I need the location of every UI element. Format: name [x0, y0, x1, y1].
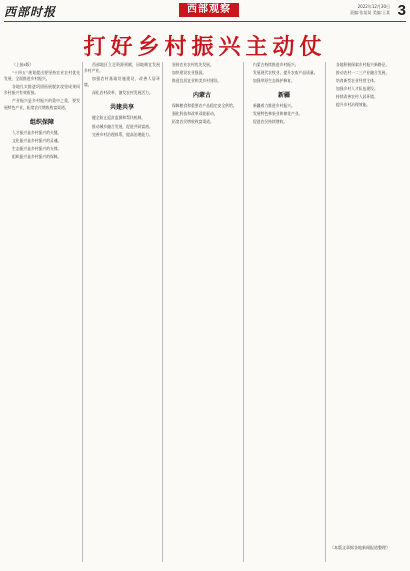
paragraph: 发展现代农牧业，提升农畜产品质量。	[253, 70, 318, 76]
paragraph: 坚持农业农村优先发展。	[172, 62, 214, 67]
article-column-4	[245, 62, 323, 562]
paragraph: 完善乡村治理体系，提高治理能力。	[92, 131, 153, 137]
article-column-5	[328, 62, 406, 562]
paragraph: 推进宜居宜业和美乡村建设。	[172, 78, 222, 84]
paragraph: 培育新型农业经营主体。	[336, 78, 378, 84]
section-label: 西部观察	[179, 3, 239, 17]
paragraph: 内蒙古持续推进乡村振兴。	[253, 62, 299, 67]
issue-date: 2022年12月30日	[357, 4, 390, 9]
paragraph: 持续改善农村人居环境。	[336, 94, 378, 100]
paragraph: 人才振兴是乡村振兴的关键。	[12, 129, 62, 135]
paragraph: 加强乡村人才队伍建设。	[336, 86, 378, 92]
column-divider	[243, 62, 244, 562]
paragraph: 保障粮食和重要农产品稳定安全供给。	[172, 103, 237, 109]
article-column-2	[84, 62, 160, 562]
editor-line: 责编:张某某 美编:王某	[350, 10, 390, 15]
paragraph: 西部地区立足资源禀赋，因地制宜发展乡村产业。	[84, 62, 160, 74]
column-divider	[82, 62, 83, 562]
article-column-1	[4, 62, 80, 562]
paragraph: （上接4版）	[12, 62, 34, 67]
paragraph: 推动城乡融合发展，促进共同富裕。	[92, 123, 153, 129]
page-number: 3	[397, 2, 406, 19]
column-divider	[162, 62, 163, 562]
section-subhead: 新疆	[277, 92, 290, 100]
paragraph: 加快建设农业强国。	[172, 70, 207, 76]
paragraph: 生态振兴是乡村振兴的支撑。	[12, 145, 62, 151]
header-rule	[4, 21, 406, 22]
paragraph: 加强农村基础设施建设，改善人居环境。	[84, 76, 160, 88]
paragraph: 拓宽农民增收致富渠道。	[172, 119, 214, 125]
paragraph: “十四五”规划提出要坚持农业农村优先发展，全面推进乡村振兴。	[4, 70, 80, 82]
section-subhead: 组织保障	[29, 118, 54, 126]
column-divider	[325, 62, 326, 562]
article-column-3	[164, 62, 240, 562]
paragraph: 新疆着力推进乡村振兴。	[253, 103, 295, 109]
paragraph: 推动农村一二三产业融合发展。	[336, 70, 390, 76]
paragraph: 发展特色林果业和棉花产业。	[253, 111, 303, 117]
section-subhead: 共建共享	[109, 104, 134, 112]
masthead	[4, 3, 406, 20]
issue-meta	[350, 4, 390, 16]
paragraph: 健全防止返贫监测和帮扶机制。	[92, 115, 146, 121]
paragraph: 产业振兴是乡村振兴的重中之重，要发展特色产业，拓宽农民增收致富渠道。	[4, 98, 80, 110]
paragraph: 文化振兴是乡村振兴的灵魂。	[12, 137, 62, 143]
paragraph: 组织振兴是乡村振兴的保障。	[12, 153, 62, 159]
paragraph: 提升乡村治理效能。	[336, 102, 371, 108]
paragraph: 加强草原生态保护修复。	[253, 78, 295, 84]
paragraph: 各地积极探索乡村振兴新路径。	[336, 62, 390, 67]
paragraph: 强化科技和改革双轮驱动。	[172, 111, 218, 117]
footer-note: （本版文章据各地新闻报道整理）	[330, 545, 390, 550]
newspaper-logo: 西部时报	[4, 5, 57, 19]
section-subhead: 内蒙古	[192, 92, 211, 100]
page-headline: 打好乡村振兴主动仗	[83, 34, 327, 60]
paragraph: 深化农村改革，激发农村发展活力。	[92, 90, 153, 96]
paragraph: 促进农民持续增收。	[253, 119, 288, 125]
paragraph: 各地扎实推进巩固拓展脱贫攻坚成果同乡村振兴有效衔接。	[4, 84, 80, 96]
